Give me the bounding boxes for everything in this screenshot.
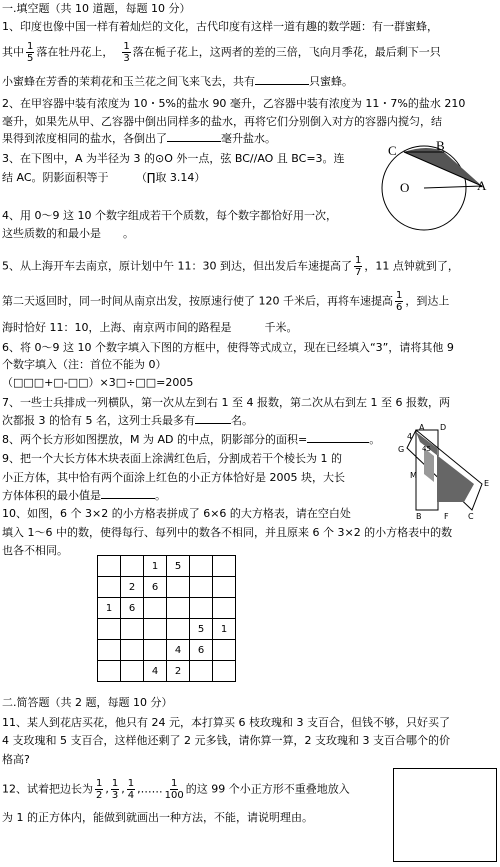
grid-cell[interactable] xyxy=(190,556,213,577)
fraction xyxy=(26,41,34,64)
denominator: 4 xyxy=(127,790,135,801)
label-m: M xyxy=(410,471,417,480)
q1-text: 其中 xyxy=(2,45,24,59)
fraction xyxy=(354,255,362,278)
grid-cell[interactable] xyxy=(121,619,144,640)
grid-row xyxy=(98,598,236,619)
q8-text: 。 xyxy=(369,433,381,446)
grid-cell[interactable] xyxy=(121,556,144,577)
grid-cell[interactable] xyxy=(144,640,167,661)
grid-row xyxy=(98,619,236,640)
q4-line2: 这些质数的和最小是 。 xyxy=(2,227,134,240)
numerator: 1 xyxy=(27,41,34,52)
grid-cell[interactable]: 5 xyxy=(167,556,190,577)
numerator: 1 xyxy=(96,778,103,789)
fraction xyxy=(127,778,135,801)
q11-line3: 格高? xyxy=(2,753,30,766)
q1-line3 xyxy=(2,74,496,90)
grid-cell[interactable] xyxy=(190,598,213,619)
grid-cell[interactable] xyxy=(98,661,121,682)
grid-cell[interactable] xyxy=(98,619,121,640)
fraction xyxy=(165,778,184,801)
q10-line1: 10、如图，6 个 3×2 的小方格表拼成了 6×6 的大方格表，请在空白处 xyxy=(2,507,351,520)
numerator: 1 xyxy=(127,778,135,789)
grid-cell[interactable]: 4 xyxy=(167,640,190,661)
grid-cell[interactable] xyxy=(121,661,144,682)
numerator: 1 xyxy=(396,290,403,301)
q2-line1: 2、在甲容器中装有浓度为 10・5%的盐水 90 毫升，乙容器中装有浓度为 11・7%的盐水 210 xyxy=(2,97,466,110)
label-d: D xyxy=(440,423,447,432)
q7-text: 次都报 3 的恰有 5 名，这列士兵最多有 xyxy=(2,414,195,427)
grid-cell[interactable] xyxy=(144,619,167,640)
q2-line2: 毫升，如果先从甲、乙容器中倒出同样多的盐水，再将它们分别倒入对方的容器内搅匀，结 xyxy=(2,115,442,128)
label-4: 4 xyxy=(407,432,413,441)
label-g: G xyxy=(398,445,405,454)
q6-equation: （□□□+□-□□）×3□÷□□=2005 xyxy=(2,376,194,389)
q8-text: 8、两个长方形如图摆放，M 为 AD 的中点，阴影部分的面积= xyxy=(2,433,308,446)
label-b: B xyxy=(416,512,422,521)
q5-line1 xyxy=(2,255,496,278)
denominator: 2 xyxy=(96,790,103,801)
q1-text: 落在栀子花上，这两者的差的三倍，飞向月季花，最后剩下一只 xyxy=(132,45,441,59)
answer-box[interactable] xyxy=(393,768,497,862)
q1-text: 落在牡丹花上， xyxy=(36,45,114,59)
grid-cell[interactable]: 6 xyxy=(144,577,167,598)
q12-text: 12、试着把边长为 xyxy=(2,782,93,796)
answer-blank[interactable] xyxy=(307,432,369,443)
grid-body xyxy=(98,556,236,682)
label-o: O xyxy=(400,180,410,195)
label-f: F xyxy=(444,512,449,521)
q5-line3: 海时恰好 11：10，上海、南京两市间的路程是 千米。 xyxy=(2,321,298,334)
grid-row xyxy=(98,661,236,682)
grid-cell[interactable] xyxy=(213,598,236,619)
q9-text: 方体体积的最小值是 xyxy=(2,489,101,502)
denominator: 7 xyxy=(354,267,362,278)
answer-blank[interactable] xyxy=(255,74,309,85)
q2-text: 果得到浓度相同的盐水，各倒出了 xyxy=(2,132,167,145)
grid-cell[interactable] xyxy=(167,619,190,640)
section1-title: 一.填空题（共 10 道题，每题 10 分） xyxy=(2,2,191,15)
grid-cell[interactable]: 1 xyxy=(144,556,167,577)
label-b: B xyxy=(436,140,445,153)
answer-blank[interactable] xyxy=(167,131,221,142)
grid-cell[interactable] xyxy=(167,577,190,598)
label-c: C xyxy=(388,143,397,158)
grid-cell[interactable] xyxy=(98,556,121,577)
grid-cell[interactable]: 6 xyxy=(190,640,213,661)
grid-cell[interactable] xyxy=(213,556,236,577)
label-a: A xyxy=(477,178,487,193)
q2-text: 毫升盐水。 xyxy=(221,132,276,145)
sudoku-grid xyxy=(97,555,236,682)
numerator: 1 xyxy=(170,778,178,789)
answer-blank[interactable] xyxy=(195,413,231,424)
q5-text: ，到达上 xyxy=(405,294,450,308)
numerator: 1 xyxy=(354,255,362,266)
grid-row xyxy=(98,577,236,598)
q12-line1: 12、试着把边长为 $\frac{1}{2}$ , $\frac{1}{3}$ , $\frac{1}{4}$ ,…… $\frac{1}{100}$ 的这 99 个小正方形不重叠地放入 xyxy=(2,778,350,801)
q1-text: 只蜜蜂。 xyxy=(309,75,353,88)
q5-text: 5、从上海开车去南京，原计划中午 11：30 到达，但出发后车速提高了 xyxy=(2,259,352,273)
denominator: 6 xyxy=(396,302,403,313)
q9-line1: 9、把一个大长方体木块表面上涂满红色后，分割成若干个棱长为 1 的 xyxy=(2,452,342,465)
q1-line2 xyxy=(2,41,496,64)
grid-cell[interactable]: 4 xyxy=(144,661,167,682)
label-c: C xyxy=(468,512,474,521)
label-a: A xyxy=(419,423,425,432)
fraction xyxy=(95,778,103,801)
numerator: 1 xyxy=(123,41,130,52)
grid-cell[interactable]: 2 xyxy=(121,577,144,598)
grid-cell[interactable]: 6 xyxy=(121,598,144,619)
fraction xyxy=(122,41,130,64)
fraction xyxy=(111,778,119,801)
denominator: 5 xyxy=(27,53,34,64)
q11-line2: 4 支玫瑰和 5 支百合，这样他还剩了 2 元多钱，请你算一算，2 支玫瑰和 3 支百合哪个的价 xyxy=(2,734,450,747)
q5-text: 第二天返回时，同一时间从南京出发，按原速行使了 120 千米后，再将车速提高 xyxy=(2,294,393,308)
q7-text: 名。 xyxy=(230,414,253,427)
q10-line2: 填入 1～6 中的数，使得每行、每列中的数各不相同，并且原来 6 个 3×2 的小方格表中的数 xyxy=(2,526,453,539)
q12-text: 的这 99 个小正方形不重叠地放入 xyxy=(185,782,350,796)
denominator: 3 xyxy=(111,790,119,801)
denominator: 3 xyxy=(123,53,130,64)
answer-blank[interactable] xyxy=(101,488,155,499)
q7-line1: 7、一些士兵排成一列横队，第一次从左到右 1 至 4 报数，第二次从右到左 1 至 6 报数，两 xyxy=(2,396,450,409)
grid-cell[interactable] xyxy=(167,598,190,619)
grid-cell[interactable] xyxy=(144,598,167,619)
numerator: 1 xyxy=(111,778,119,789)
grid-cell[interactable] xyxy=(213,640,236,661)
grid-cell[interactable]: 1 xyxy=(98,598,121,619)
q5-line2 xyxy=(2,290,496,313)
shaded-region xyxy=(404,148,482,186)
grid-cell[interactable] xyxy=(98,640,121,661)
q5-text: ，11 点钟就到了， xyxy=(364,259,459,273)
q6-line2: 个数字填入（注：首位不能为 0） xyxy=(2,358,167,371)
q3-line2: 结 AC。阴影面积等于 （∏取 3.14） xyxy=(2,171,206,184)
grid-cell[interactable]: 5 xyxy=(190,619,213,640)
ellipsis: ,…… xyxy=(137,782,163,796)
section2-title: 二.简答题（共 2 题，每题 10 分） xyxy=(2,696,173,709)
q9-line3 xyxy=(2,488,496,504)
q1-line1: 1、印度也像中国一样有着灿烂的文化，古代印度有这样一道有趣的数学题：有一群蜜蜂， xyxy=(2,20,438,33)
grid-cell[interactable] xyxy=(121,640,144,661)
q12-line2: 为 1 的正方体内，能做到就画出一种方法，不能，请说明理由。 xyxy=(2,811,313,824)
line-oa xyxy=(424,186,482,188)
grid-cell[interactable] xyxy=(213,661,236,682)
grid-cell[interactable]: 2 xyxy=(167,661,190,682)
grid-row xyxy=(98,556,236,577)
label-e: E xyxy=(484,479,490,488)
q6-line1: 6、将 0～9 这 10 个数字填入下图的方框中，使得等式成立，现在已经填入“3”，请将其他 9 xyxy=(2,341,454,354)
fraction xyxy=(395,290,403,313)
label-45: 45 xyxy=(422,445,431,453)
grid-cell[interactable] xyxy=(213,577,236,598)
q4-line1: 4、用 0～9 这 10 个数字组成若干个质数，每个数字都恰好用一次， xyxy=(2,209,337,222)
q9-text: 。 xyxy=(155,489,166,502)
q10-line3: 也各不相同。 xyxy=(2,544,68,557)
q3-line1: 3、在下图中，A 为半径为 3 的⊙O 外一点，弦 BC//AO 且 BC=3。连 xyxy=(2,152,345,165)
q9-line2: 小正方体，其中恰有两个面涂上红色的小正方体恰好是 2005 块，大长 xyxy=(2,471,345,484)
grid-cell[interactable] xyxy=(190,577,213,598)
denominator: 100 xyxy=(164,790,184,801)
grid-cell[interactable]: 1 xyxy=(213,619,236,640)
grid-cell[interactable] xyxy=(190,661,213,682)
q11-line1: 11、某人到花店买花，他只有 24 元，本打算买 6 枝玫瑰和 3 支百合，但钱不够，只好买了 xyxy=(2,716,450,729)
grid-row xyxy=(98,640,236,661)
q1-text: 小蜜蜂在芳香的茉莉花和玉兰花之间飞来飞去，共有 xyxy=(2,75,255,88)
grid-cell[interactable] xyxy=(98,577,121,598)
